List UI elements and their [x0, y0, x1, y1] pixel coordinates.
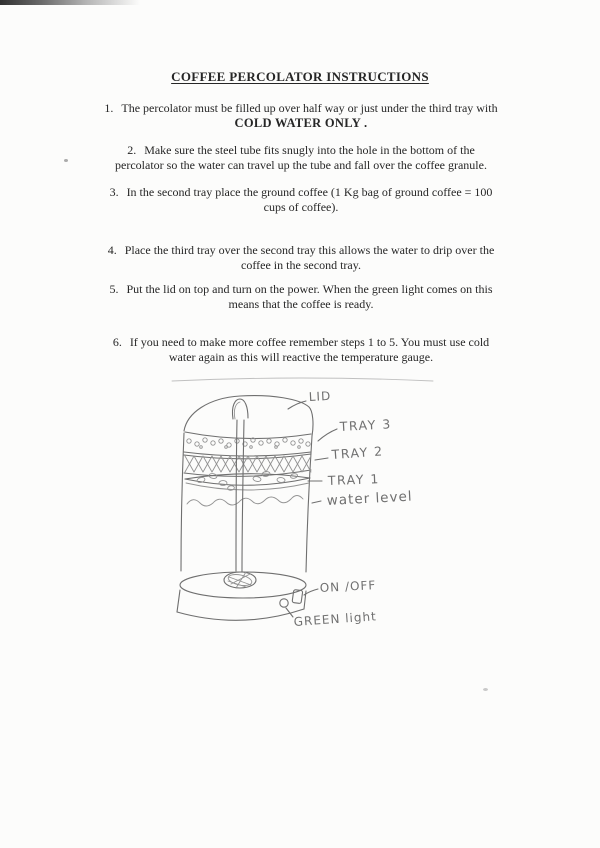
step-5-line-1: [86, 282, 516, 297]
label-lid: LID: [308, 388, 332, 404]
step-1-text: The percolator must be filled up over half way or just under the third tray with: [121, 101, 498, 115]
instruction-list: [86, 98, 516, 365]
step-1-line-2: COLD WATER ONLY .: [234, 116, 368, 130]
step-3-text: In the second tray place the ground coffee (1 Kg bag of ground coffee = 100: [126, 185, 493, 199]
step-4-line-1: [86, 243, 516, 258]
step-5-text: Put the lid on top and turn on the power. When the green light comes on this: [126, 282, 493, 296]
step-3-number: 3.: [109, 185, 119, 199]
step-5-line-2: means that the coffee is ready.: [228, 297, 374, 311]
step-2-text: Make sure the steel tube fits snugly into the hole in the bottom of the: [144, 143, 475, 157]
step-4-number: 4.: [107, 243, 117, 257]
step-1: [86, 101, 516, 131]
step-3: [86, 185, 516, 215]
label-tray2: TRAY 2: [331, 443, 385, 462]
step-3-line-2: cups of coffee).: [263, 200, 339, 214]
step-2: [86, 143, 516, 173]
scan-artifact-bar: [0, 0, 140, 5]
scan-speck: [64, 159, 68, 162]
step-3-line-1: [86, 185, 516, 200]
step-1-number: 1.: [104, 101, 114, 115]
tray3-band: [187, 438, 310, 449]
step-2-line-2: percolator so the water can travel up the tube and fall over the coffee granule.: [115, 158, 487, 172]
step-2-line-1: [86, 143, 516, 158]
step-6-line-1: [86, 335, 516, 350]
heating-element: [224, 572, 256, 588]
water-level-line: [187, 496, 303, 507]
step-4-text: Place the third tray over the second tray this allows the water to drip over the: [124, 243, 495, 257]
step-6-line-2: water again as this will reactive the temperature gauge.: [168, 350, 434, 364]
label-tray1: TRAY 1: [327, 471, 381, 488]
label-on-off: ON /OFF: [319, 578, 377, 595]
label-tray3: TRAY 3: [339, 416, 393, 434]
green-light-indicator: [280, 599, 288, 607]
step-6-text: If you need to make more coffee remember steps 1 to 5. You must use cold: [129, 335, 490, 349]
step-1-line-1: [86, 101, 516, 116]
percolator-diagram: [158, 372, 468, 660]
tray1-plate: [185, 471, 310, 491]
label-water-level: water level: [326, 488, 413, 509]
step-5-number: 5.: [109, 282, 119, 296]
tray2-band: [184, 454, 311, 476]
step-6-number: 6.: [112, 335, 122, 349]
step-5: [86, 282, 516, 312]
document-title: COFFEE PERCOLATOR INSTRUCTIONS: [171, 69, 429, 84]
step-6: [86, 335, 516, 365]
lid-shape: [184, 396, 313, 439]
scan-speck: [483, 688, 488, 691]
step-4-line-2: coffee in the second tray.: [241, 258, 361, 272]
stray-pencil-line: [172, 378, 433, 381]
step-2-number: 2.: [127, 143, 137, 157]
label-green-light: GREEN light: [293, 609, 378, 629]
percolator-body: [181, 433, 312, 572]
step-4: [86, 243, 516, 273]
